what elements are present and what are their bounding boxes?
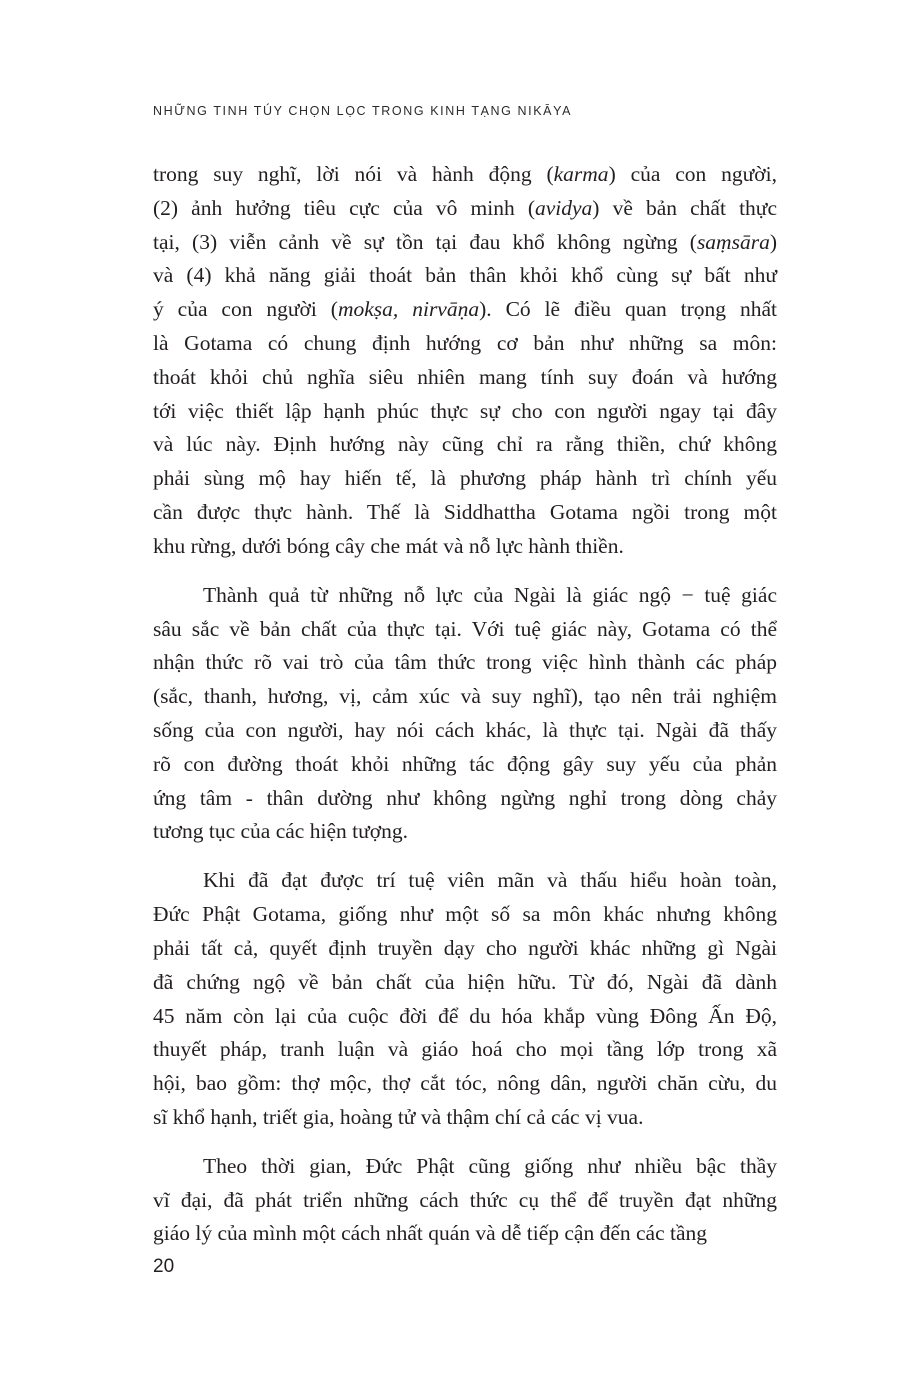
text-line: tới việc thiết lập hạnh phúc thực sự cho con người ngay tại đây xyxy=(153,398,777,423)
text-line: vĩ đại, đã phát triển những cách thức cụ thể để truyền đạt những xyxy=(153,1187,777,1212)
text-line: trong suy nghĩ, lời nói và hành động (karma) của con người, xyxy=(153,162,777,186)
text-line: phải sùng mộ hay hiến tế, là phương pháp hành trì chính yếu xyxy=(153,466,777,491)
text-line: là Gotama có chung định hướng cơ bản như những sa môn: xyxy=(153,330,777,355)
text-line: cần được thực hành. Thế là Siddhattha Gotama ngồi trong một xyxy=(153,499,777,524)
text-line: Đức Phật Gotama, giống như một số sa môn khác nhưng không xyxy=(153,902,777,927)
text-line: đã chứng ngộ về bản chất của hiện hữu. Từ đó, Ngài đã dành xyxy=(153,969,777,994)
text-line: sống của con người, hay nói cách khác, là thực tại. Ngài đã thấy xyxy=(153,717,777,742)
paragraph-2 xyxy=(153,579,777,849)
paragraph-4 xyxy=(153,1150,777,1251)
running-header: NHỮNG TINH TÚY CHỌN LỌC TRONG KINH TẠNG NIKĀYA xyxy=(153,104,573,118)
paragraph-3 xyxy=(153,864,777,1134)
text-line: tương tục của các hiện tượng. xyxy=(153,819,408,844)
italic-term: karma xyxy=(553,162,609,186)
text-line: và (4) khả năng giải thoát bản thân khỏi khổ cùng sự bất như xyxy=(153,263,777,288)
italic-term: avidya xyxy=(534,195,593,220)
text-line: thuyết pháp, tranh luận và giáo hoá cho mọi tầng lớp trong xã xyxy=(153,1037,777,1062)
text-line: ý của con người (mokṣa, nirvāṇa). Có lẽ điều quan trọng nhất xyxy=(153,297,777,322)
text-line: giáo lý của mình một cách nhất quán và dễ tiếp cận đến các tầng xyxy=(153,1221,708,1246)
text-line: phải tất cả, quyết định truyền dạy cho người khác những gì Ngài xyxy=(153,935,777,960)
text-line: thoát khỏi chủ nghĩa siêu nhiên mang tính suy đoán và hướng xyxy=(153,364,777,389)
text-line: sĩ khổ hạnh, triết gia, hoàng tử và thậm chí cả các vị vua. xyxy=(153,1104,644,1129)
text-line: hội, bao gồm: thợ mộc, thợ cắt tóc, nông dân, người chăn cừu, du xyxy=(153,1071,777,1096)
text-line: Theo thời gian, Đức Phật cũng giống như nhiều bậc thầy xyxy=(203,1153,777,1178)
text-line: tại, (3) viễn cảnh về sự tồn tại đau khổ không ngừng (saṃsāra) xyxy=(153,229,777,254)
text-line: sâu sắc về bản chất của thực tại. Với tuệ giác này, Gotama có thể xyxy=(153,616,777,641)
text-line: và lúc này. Định hướng này cũng chỉ ra rằng thiền, chứ không xyxy=(153,432,777,457)
page-number: 20 xyxy=(153,1256,175,1277)
text-line: rõ con đường thoát khỏi những tác động gây suy yếu của phản xyxy=(153,751,777,776)
text-line: nhận thức rõ vai trò của tâm thức trong việc hình thành các pháp xyxy=(153,650,777,675)
italic-term: mokṣa, nirvāṇa xyxy=(337,297,480,322)
body-text xyxy=(153,158,777,1251)
text-line: khu rừng, dưới bóng cây che mát và nỗ lực hành thiền. xyxy=(153,533,624,558)
text-line: ứng tâm - thân dường như không ngừng nghỉ trong dòng chảy xyxy=(153,785,777,810)
text-line: Thành quả từ những nỗ lực của Ngài là giác ngộ − tuệ giác xyxy=(203,582,777,607)
text-line: Khi đã đạt được trí tuệ viên mãn và thấu hiểu hoàn toàn, xyxy=(203,868,777,893)
text-line: 45 năm còn lại của cuộc đời để du hóa khắp vùng Đông Ấn Độ, xyxy=(153,1003,777,1028)
text-line: (2) ảnh hưởng tiêu cực của vô minh (avidya) về bản chất thực xyxy=(153,195,777,220)
italic-term: saṃsāra xyxy=(696,229,770,254)
text-line: (sắc, thanh, hương, vị, cảm xúc và suy nghĩ), tạo nên trải nghiệm xyxy=(153,684,777,709)
paragraph-1 xyxy=(153,158,777,564)
